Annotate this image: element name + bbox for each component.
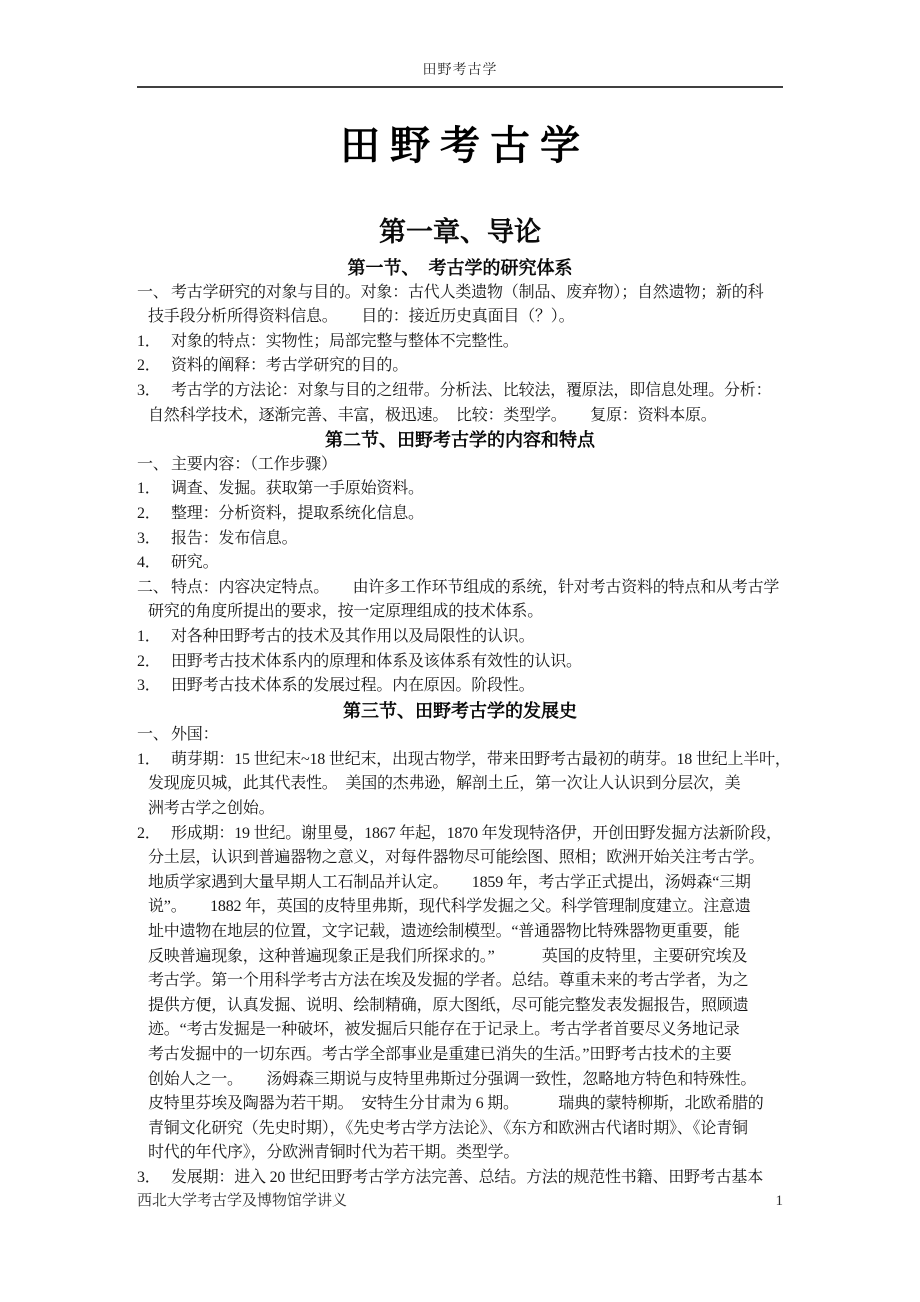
text-line: 青铜文化研究（先史时期），《先史考古学方法论》、《东方和欧洲古代诸时期》、《论青铜	[148, 1119, 748, 1137]
text-line: 2． 田野考古技术体系内的原理和体系及该体系有效性的认识。	[137, 650, 783, 675]
text-line: 提供方便，认真发掘、说明、绘制精确，原大图纸，尽可能完整发表发掘报告，照顾遗	[148, 996, 749, 1014]
text-line: 说”。 1882 年，英国的皮特里弗斯，现代科学发掘之父。科学管理制度建立。注意遗	[148, 898, 751, 916]
text-line: 2． 整理：分析资料，提取系统化信息。	[137, 502, 783, 527]
list-marker: 2．	[137, 652, 161, 670]
text-line: 发现庞贝城，此其代表性。 美国的杰弗逊，解剖土丘，第一次让人认识到分层次，美	[148, 775, 741, 793]
text-line: 1． 萌芽期：15 世纪末~18 世纪末，出现古物学，带来田野考古最初的萌芽。18 世纪上半叶，	[137, 748, 783, 773]
list-marker: 1．	[137, 480, 161, 498]
section-heading: 第三节、田野考古学的发展史	[343, 700, 577, 721]
list-marker: 1．	[137, 332, 161, 350]
list-marker: 3．	[137, 381, 161, 399]
text-line: 研究的角度所提出的要求，按一定原理组成的技术体系。	[148, 603, 544, 621]
text-line: 创始人之一。 汤姆森三期说与皮特里弗斯过分强调一致性，忽略地方特色和特殊性。	[148, 1070, 757, 1088]
list-marker: 3．	[137, 1168, 161, 1186]
text-line: 自然科学技术，逐渐完善、丰富，极迅速。 比较：类型学。 复原：资料本原。	[148, 406, 717, 424]
text-line: 3． 田野考古技术体系的发展过程。内在原因。阶段性。	[137, 674, 783, 699]
list-marker: 一、	[137, 726, 169, 744]
list-marker: 一、	[137, 283, 169, 301]
list-marker: 2．	[137, 504, 161, 522]
page-footer	[137, 1189, 783, 1210]
text-line: 一、 考古学研究的对象与目的。对象：古代人类遗物（制品、废弃物）；自然遗物；新的科	[137, 281, 783, 306]
text-line: 一、 主要内容：（工作步骤）	[137, 453, 783, 478]
list-marker: 1．	[137, 627, 161, 645]
text-line: 址中遗物在地层的位置，文字记载，遗迹绘制模型。“普通器物比特殊器物更重要，能	[148, 923, 740, 941]
text-line: 2． 资料的阐释：考古学研究的目的。	[137, 354, 783, 379]
text-line: 3． 发展期：进入 20 世纪田野考古学方法完善、总结。方法的规范性书籍、田野考古基本	[137, 1166, 783, 1191]
text-line: 地质学家遇到大量早期人工石制品并认定。 1859 年，考古学正式提出，汤姆森“三期	[148, 873, 751, 891]
running-header	[137, 59, 783, 88]
list-marker: 3．	[137, 529, 161, 547]
list-marker: 一、	[137, 455, 169, 473]
text-line: 技手段分析所得资料信息。 目的：接近历史真面目（？）。	[148, 308, 575, 326]
document-title: 田野考古学	[340, 123, 590, 168]
text-line: 1． 对象的特点：实物性；局部完整与整体不完整性。	[137, 330, 783, 355]
text-line: 1． 对各种田野考古的技术及其作用以及局限性的认识。	[137, 625, 783, 650]
text-line: 2． 形成期：19 世纪。谢里曼，1867 年起，1870 年发现特洛伊，开创田野发掘方法新阶段，	[137, 822, 783, 847]
section-heading: 第二节、田野考古学的内容和特点	[325, 430, 595, 451]
list-marker: 2．	[137, 824, 161, 842]
text-line: 3． 报告：发布信息。	[137, 527, 783, 552]
list-marker: 3．	[137, 677, 161, 695]
text-line: 考古发掘中的一切东西。考古学全部事业是重建已消失的生活。”田野考古技术的主要	[148, 1046, 732, 1063]
text-lines	[137, 256, 791, 1191]
chapter-heading: 第一章、导论	[379, 217, 541, 247]
text-line: 二、 特点：内容决定特点。 由许多工作环节组成的系统，针对考古资料的特点和从考古学	[137, 576, 783, 601]
text-line: 考古学。第一个用科学考古方法在埃及发掘的学者。总结。尊重未来的考古学者，为之	[148, 972, 749, 990]
list-marker: 二、	[137, 578, 169, 596]
list-marker: 1．	[137, 750, 161, 768]
list-marker: 4．	[137, 554, 161, 572]
text-line: 分土层，认识到普遍器物之意义，对每件器物尽可能绘图、照相；欧洲开始关注考古学。	[148, 849, 765, 867]
document-body	[137, 120, 791, 1191]
text-line: 反映普遍现象，这种普遍现象正是我们所探求的。” 英国的皮特里，主要研究埃及	[148, 947, 748, 965]
text-line: 迹。“考古发掘是一种破坏，被发掘后只能存在于记录上。考古学者首要尽义务地记录	[148, 1021, 740, 1039]
text-line: 时代的年代序》，分欧洲青铜时代为若干期。类型学。	[148, 1144, 520, 1162]
page-number: 1	[775, 1193, 783, 1209]
text-line: 皮特里芬埃及陶器为若干期。 安特生分甘肃为 6 期。 瑞典的蒙特柳斯，北欧希腊的	[148, 1095, 764, 1113]
section-heading: 第一节、 考古学的研究体系	[347, 258, 573, 278]
list-marker: 2．	[137, 357, 161, 375]
text-line: 4． 研究。	[137, 551, 783, 576]
text-line: 3． 考古学的方法论：对象与目的之纽带。分析法、比较法，覆原法，即信息处理。分析：	[137, 379, 783, 404]
footer-text: 西北大学考古学及博物馆学讲义	[137, 1193, 348, 1209]
text-line: 一、 外国：	[137, 723, 783, 748]
text-line: 1． 调查、发掘。获取第一手原始资料。	[137, 477, 783, 502]
text-line: 洲考古学之创始。	[148, 800, 275, 818]
running-header-title: 田野考古学	[422, 63, 498, 78]
